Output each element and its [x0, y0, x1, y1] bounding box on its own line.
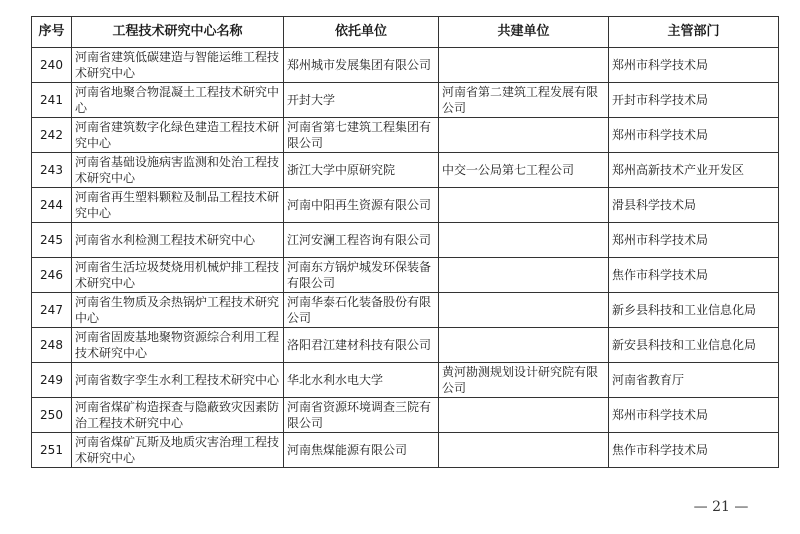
cell-supervising-dept: 开封市科学技术局	[609, 83, 779, 118]
cell-center-name: 河南省基础设施病害监测和处治工程技术研究中心	[72, 153, 284, 188]
cell-supervising-dept: 焦作市科学技术局	[609, 433, 779, 468]
cell-serial-number: 242	[32, 118, 72, 153]
cell-host-unit: 河南东方锅炉城发环保装备有限公司	[284, 258, 439, 293]
table-row	[32, 223, 779, 258]
cell-serial-number: 243	[32, 153, 72, 188]
header-supervising-dept: 主管部门	[609, 17, 779, 48]
cell-center-name: 河南省再生塑料颗粒及制品工程技术研究中心	[72, 188, 284, 223]
table-row	[32, 328, 779, 363]
cell-serial-number: 245	[32, 223, 72, 258]
table-row	[32, 293, 779, 328]
header-host-unit: 依托单位	[284, 17, 439, 48]
cell-host-unit: 洛阳君江建材科技有限公司	[284, 328, 439, 363]
cell-center-name: 河南省地聚合物混凝土工程技术研究中心	[72, 83, 284, 118]
table-row	[32, 433, 779, 468]
table-header-row	[32, 17, 779, 48]
table-row	[32, 363, 779, 398]
header-center-name: 工程技术研究中心名称	[72, 17, 284, 48]
cell-supervising-dept: 滑县科学技术局	[609, 188, 779, 223]
cell-co-builder	[439, 258, 609, 293]
table-row	[32, 83, 779, 118]
table-row	[32, 48, 779, 83]
cell-co-builder	[439, 328, 609, 363]
table-body	[32, 48, 779, 468]
cell-co-builder: 河南省第二建筑工程发展有限公司	[439, 83, 609, 118]
research-center-table	[31, 16, 779, 468]
cell-center-name: 河南省生活垃圾焚烧用机械炉排工程技术研究中心	[72, 258, 284, 293]
table-row	[32, 118, 779, 153]
cell-co-builder	[439, 433, 609, 468]
cell-supervising-dept: 郑州市科学技术局	[609, 223, 779, 258]
cell-center-name: 河南省固废基地聚物资源综合利用工程技术研究中心	[72, 328, 284, 363]
cell-serial-number: 250	[32, 398, 72, 433]
cell-supervising-dept: 郑州市科学技术局	[609, 118, 779, 153]
cell-host-unit: 郑州城市发展集团有限公司	[284, 48, 439, 83]
cell-supervising-dept: 河南省教育厅	[609, 363, 779, 398]
page-number: — 21 —	[693, 499, 749, 515]
cell-supervising-dept: 郑州高新技术产业开发区	[609, 153, 779, 188]
cell-center-name: 河南省建筑数字化绿色建造工程技术研究中心	[72, 118, 284, 153]
cell-host-unit: 河南省资源环境调查三院有限公司	[284, 398, 439, 433]
cell-center-name: 河南省煤矿构造探查与隐蔽致灾因素防治工程技术研究中心	[72, 398, 284, 433]
cell-host-unit: 江河安澜工程咨询有限公司	[284, 223, 439, 258]
table-row	[32, 188, 779, 223]
cell-serial-number: 251	[32, 433, 72, 468]
cell-host-unit: 河南省第七建筑工程集团有限公司	[284, 118, 439, 153]
cell-supervising-dept: 焦作市科学技术局	[609, 258, 779, 293]
table-row	[32, 398, 779, 433]
cell-co-builder	[439, 48, 609, 83]
cell-serial-number: 246	[32, 258, 72, 293]
cell-supervising-dept: 新乡县科技和工业信息化局	[609, 293, 779, 328]
cell-center-name: 河南省建筑低碳建造与智能运维工程技术研究中心	[72, 48, 284, 83]
table-row	[32, 258, 779, 293]
cell-host-unit: 河南中阳再生资源有限公司	[284, 188, 439, 223]
header-co-builder: 共建单位	[439, 17, 609, 48]
cell-host-unit: 河南焦煤能源有限公司	[284, 433, 439, 468]
cell-co-builder	[439, 293, 609, 328]
cell-center-name: 河南省生物质及余热锅炉工程技术研究中心	[72, 293, 284, 328]
cell-center-name: 河南省数字孪生水利工程技术研究中心	[72, 363, 284, 398]
cell-serial-number: 248	[32, 328, 72, 363]
cell-co-builder: 中交一公局第七工程公司	[439, 153, 609, 188]
cell-host-unit: 开封大学	[284, 83, 439, 118]
cell-supervising-dept: 郑州市科学技术局	[609, 398, 779, 433]
cell-co-builder: 黄河勘测规划设计研究院有限公司	[439, 363, 609, 398]
cell-center-name: 河南省煤矿瓦斯及地质灾害治理工程技术研究中心	[72, 433, 284, 468]
cell-co-builder	[439, 398, 609, 433]
table-row	[32, 153, 779, 188]
cell-host-unit: 河南华泰石化装备股份有限公司	[284, 293, 439, 328]
cell-serial-number: 240	[32, 48, 72, 83]
cell-co-builder	[439, 118, 609, 153]
cell-serial-number: 244	[32, 188, 72, 223]
header-serial-number: 序号	[32, 17, 72, 48]
cell-supervising-dept: 新安县科技和工业信息化局	[609, 328, 779, 363]
cell-co-builder	[439, 188, 609, 223]
cell-serial-number: 247	[32, 293, 72, 328]
cell-co-builder	[439, 223, 609, 258]
cell-host-unit: 浙江大学中原研究院	[284, 153, 439, 188]
cell-supervising-dept: 郑州市科学技术局	[609, 48, 779, 83]
cell-host-unit: 华北水利水电大学	[284, 363, 439, 398]
cell-serial-number: 249	[32, 363, 72, 398]
cell-center-name: 河南省水利检测工程技术研究中心	[72, 223, 284, 258]
cell-serial-number: 241	[32, 83, 72, 118]
